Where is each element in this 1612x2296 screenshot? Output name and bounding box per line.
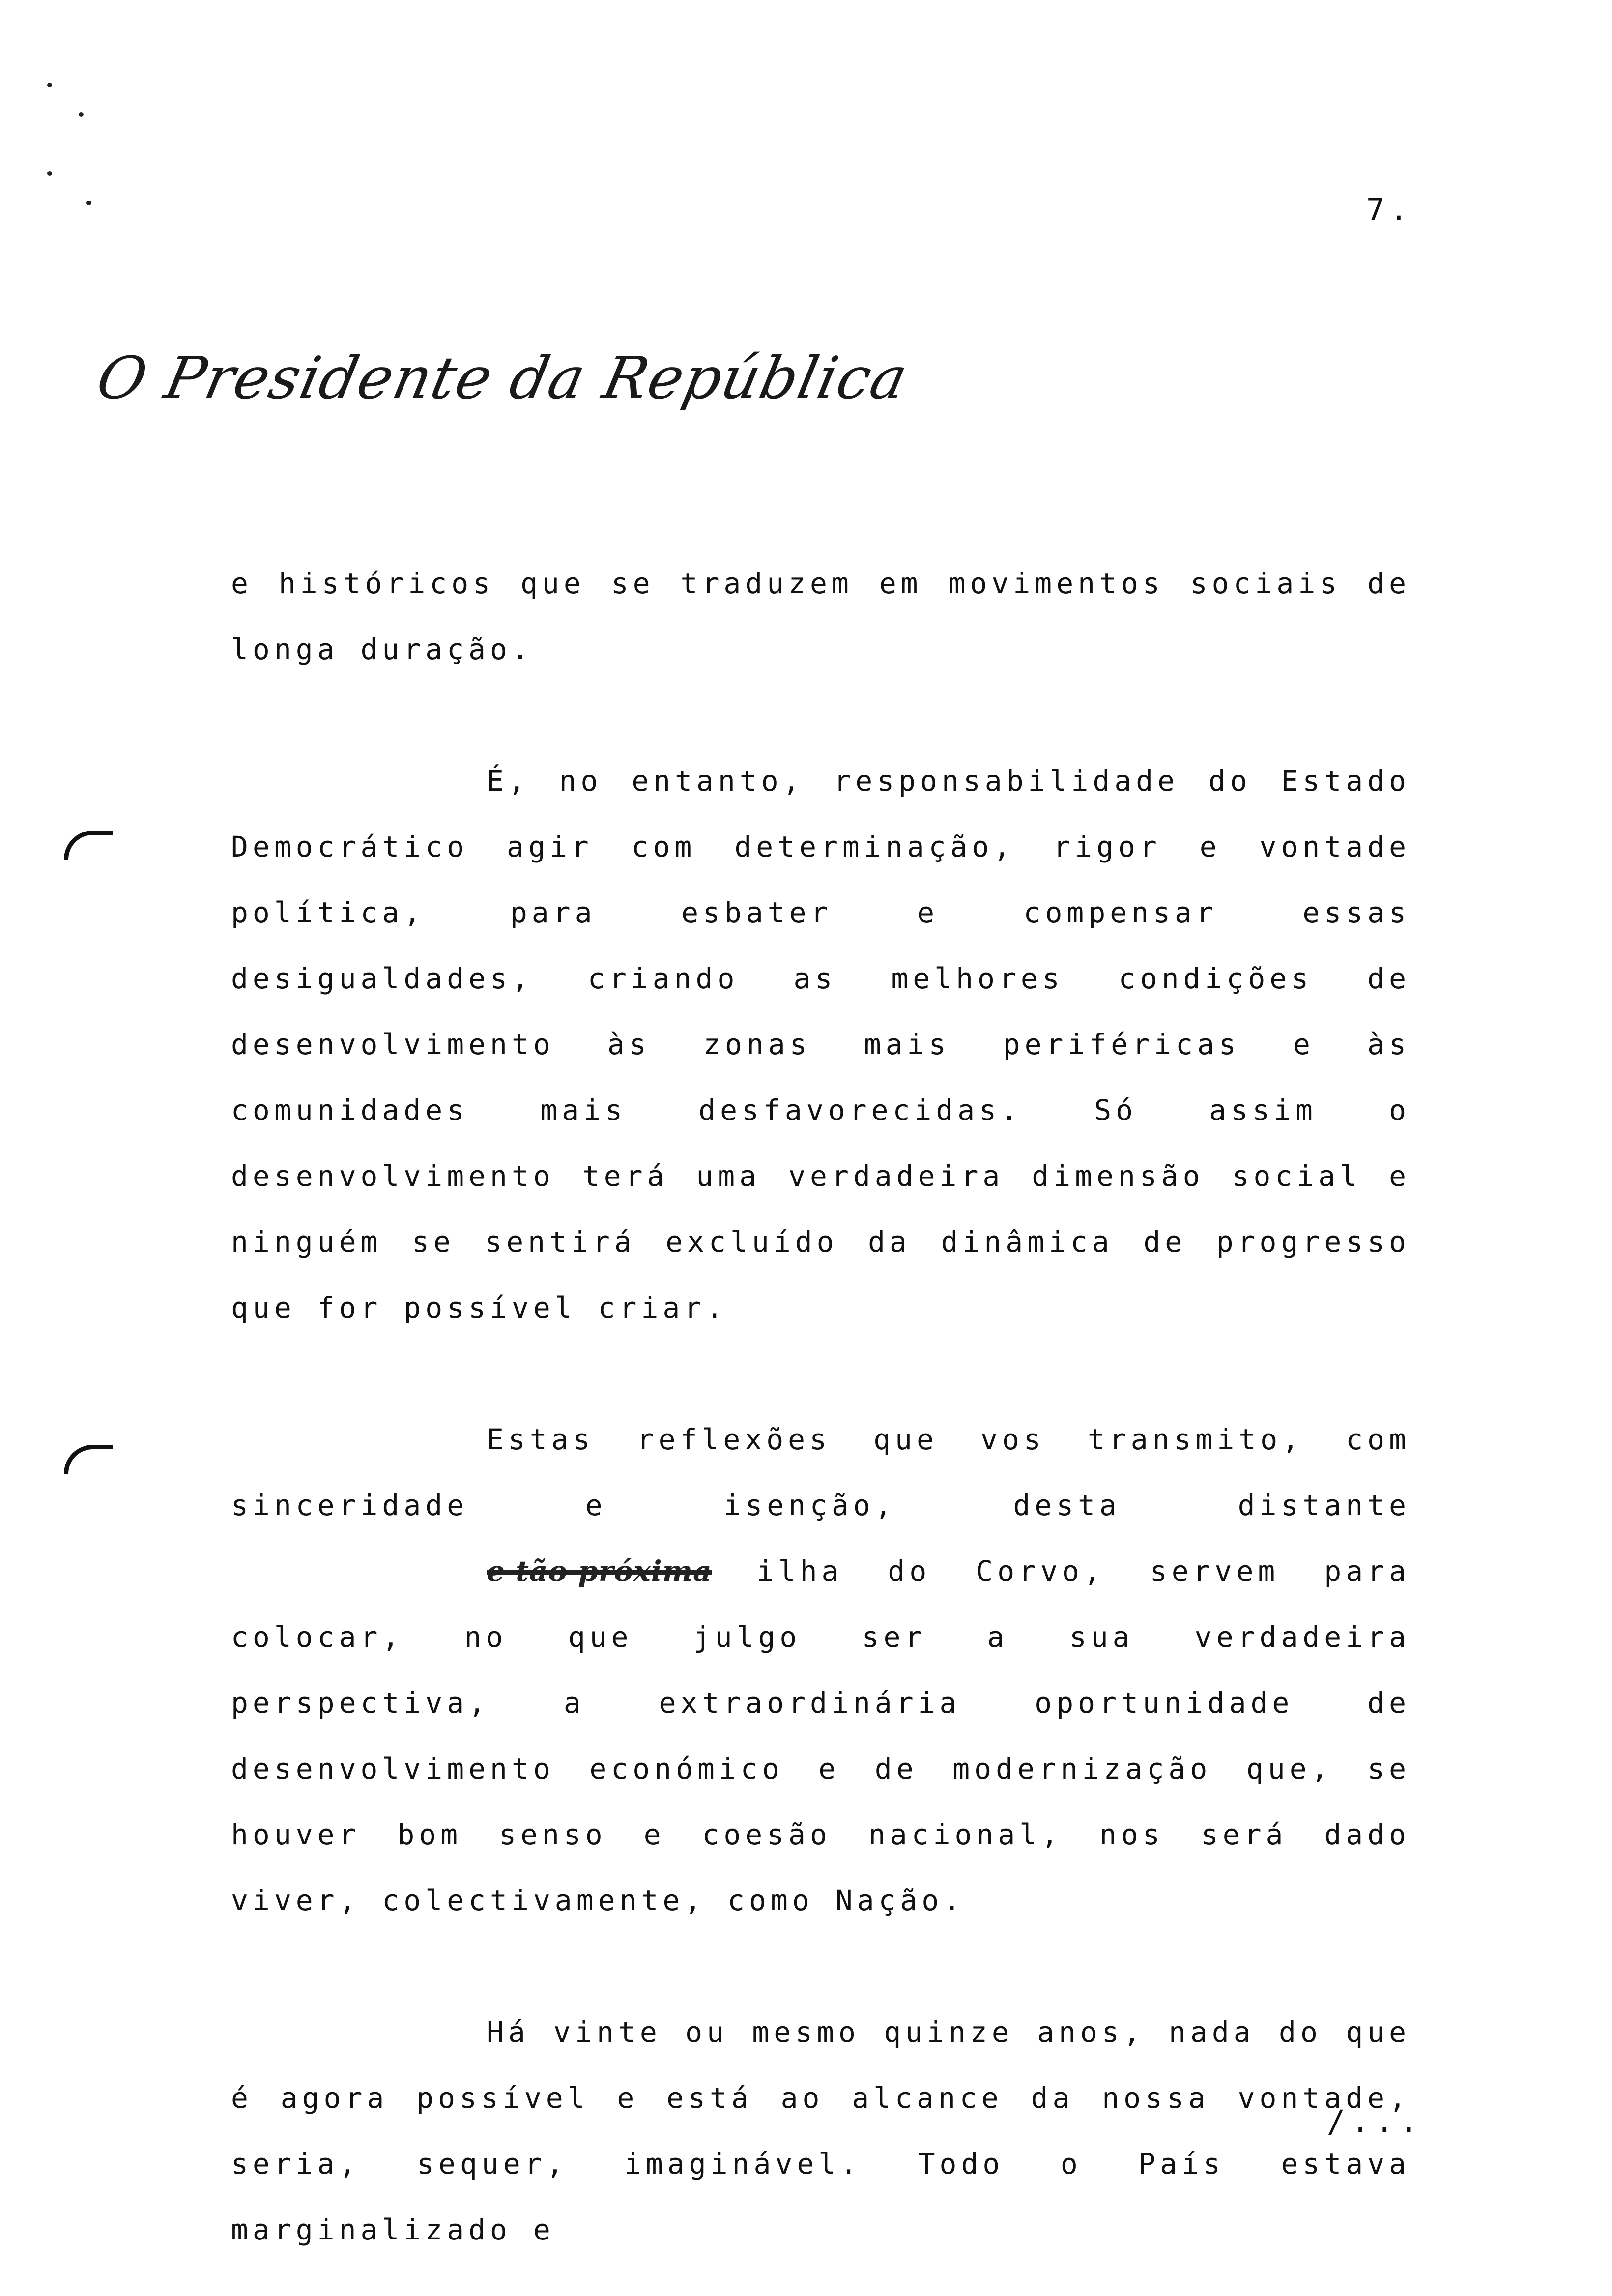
scan-speck [47,83,52,87]
margin-mark [64,1445,113,1474]
scan-speck [86,201,91,205]
body-text [231,550,1410,2263]
struck-text: e tão próxima [487,1554,712,1588]
letterhead: O Presidente da República [91,344,915,412]
paragraph: e históricos que se traduzem em movimentos sociais de longa duração. [231,567,1410,666]
paragraph: Há vinte ou mesmo quinze anos, nada do que é agora possível e está ao alcance da nossa vontade, seria, sequer, imaginável. Todo o País estava marginalizado e [231,2015,1410,2246]
margin-mark [64,831,113,860]
scan-speck [79,112,84,117]
continuation-mark: /... [1327,2103,1424,2139]
page-number: 7. [1366,192,1413,228]
scan-speck [47,171,52,176]
paragraph: É, no entanto, responsabilidade do Estado Democrático agir com determinação, rigor e vontade política, para esbater e compensar essas desigualdades, criando as melhores condições de desenvolvimento às zonas mais periféricas e às comunidades mais desfavorecidas. Só assim o desenvolvimento terá uma verdadeira dimensão social e ninguém se sentirá excluído da dinâmica de progresso que for possível criar. [231,764,1410,1324]
paragraph-text: ilha do Corvo, servem para colocar, no que julgo ser a sua verdadeira perspectiva, a extraordinária oportunidade de desenvolvimento económico e de modernização que, se houver bom senso e coesão nacional, nos será dado viver, colectivamente, como Nação. [231,1554,1410,1917]
paragraph [231,1406,1410,1933]
paragraph-text: Estas reflexões que vos transmito, com sinceridade e isenção, desta distante [231,1423,1410,1522]
